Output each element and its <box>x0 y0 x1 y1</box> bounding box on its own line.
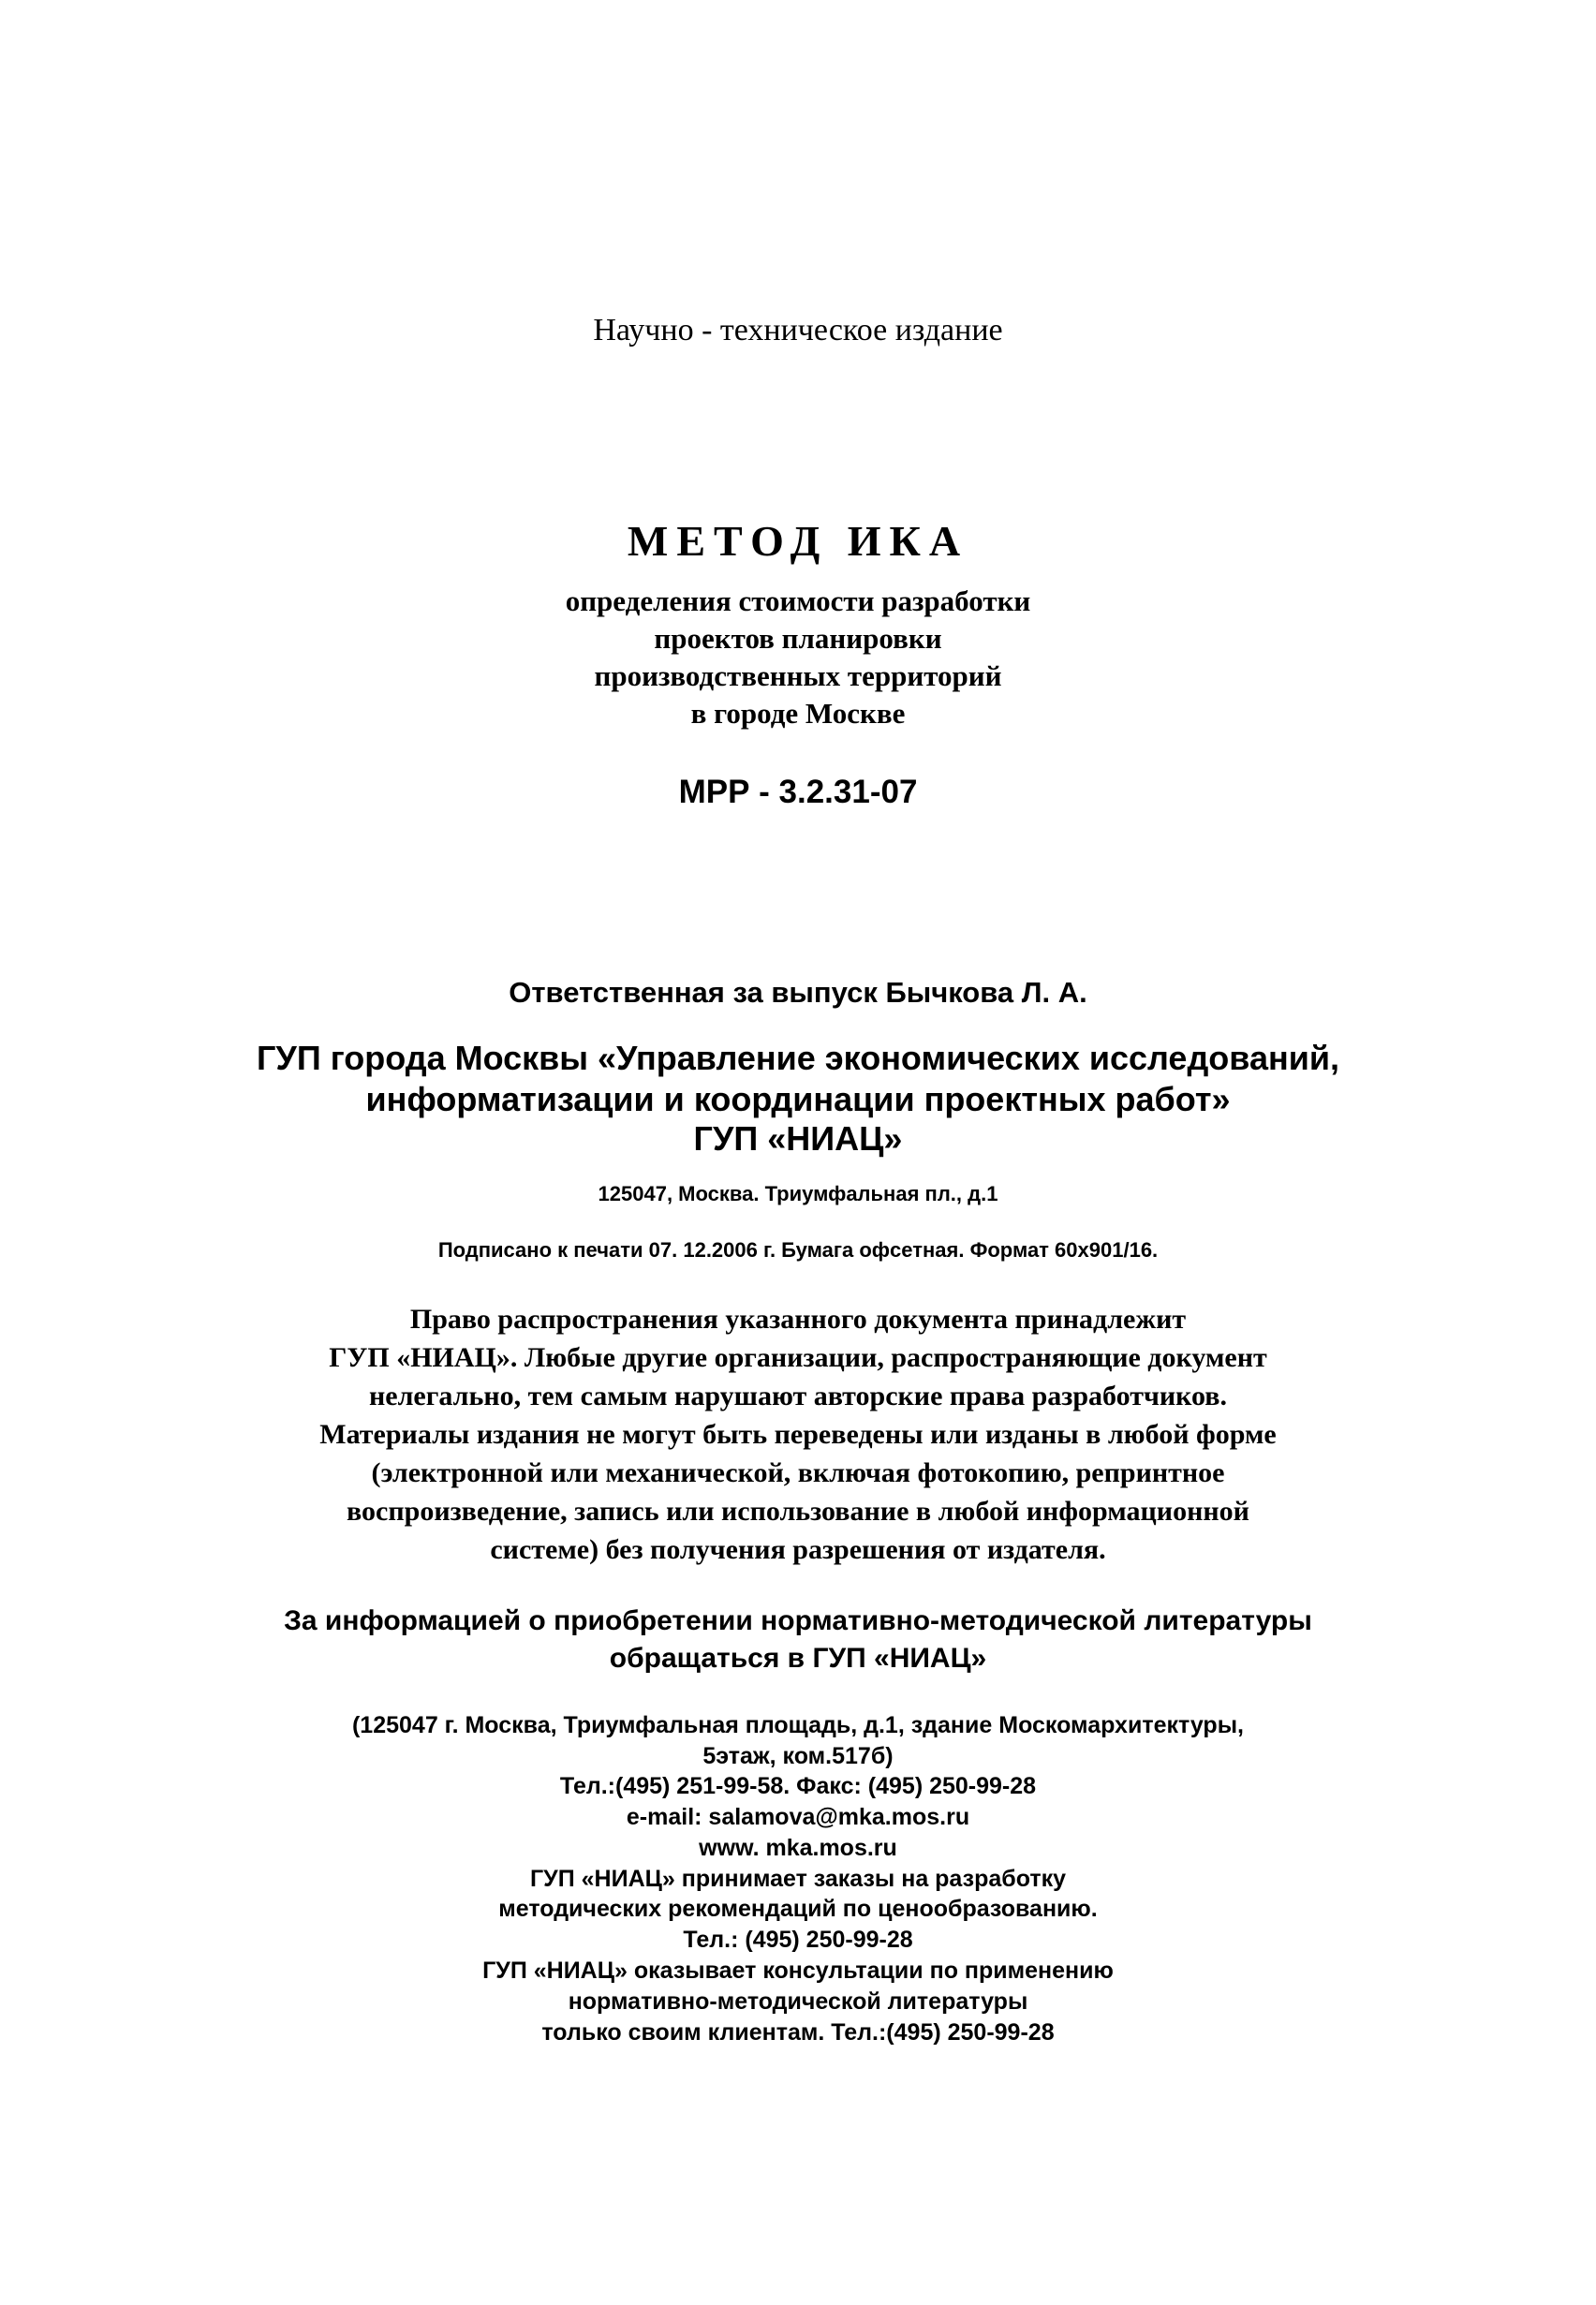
rights-notice-line: (электронной или механической, включая фотокопию, репринтное <box>371 1457 1225 1488</box>
contact-orders-phone: Тел.: (495) 250-99-28 <box>683 1927 913 1953</box>
contact-phone-fax: Тел.:(495) 251-99-58. Факс: (495) 250-99-28 <box>559 1773 1037 1799</box>
rights-notice-line: Материалы издания не могут быть переведены или изданы в любой форме <box>319 1419 1277 1450</box>
organization-name-line: информатизации и координации проектных работ» <box>365 1080 1231 1118</box>
responsible-editor: Ответственная за выпуск Бычкова Л. А. <box>509 976 1087 1009</box>
rights-notice-line: воспроизведение, запись или использование в любой информационной <box>347 1496 1249 1527</box>
contact-orders-line: ГУП «НИАЦ» принимает заказы на разработку <box>530 1866 1066 1892</box>
contact-consulting-line: ГУП «НИАЦ» оказывает консультации по применению <box>482 1958 1114 1984</box>
contact-consulting-line: нормативно-методической литературы <box>568 1988 1028 2015</box>
subtitle-line: производственных территорий <box>594 659 1002 692</box>
document-title: МЕТОД ИКА <box>627 517 969 565</box>
contact-website: www. mka.mos.ru <box>699 1835 897 1861</box>
contact-email: e-mail: salamova@mka.mos.ru <box>626 1804 970 1830</box>
subtitle-line: определения стоимости разработки <box>565 584 1031 617</box>
contact-consulting-phone: только своим клиентам. Тел.:(495) 250-99-28 <box>541 2019 1055 2046</box>
contact-heading-line: обращаться в ГУП «НИАЦ» <box>609 1643 987 1674</box>
contact-address-line: (125047 г. Москва, Триумфальная площадь, д.1, здание Москомархитектуры, <box>351 1712 1244 1738</box>
rights-notice-line: Право распространения указанного документа принадлежит <box>409 1304 1187 1335</box>
rights-notice-line: системе) без получения разрешения от издателя. <box>490 1534 1106 1565</box>
subtitle-line: проектов планировки <box>654 622 942 655</box>
publisher-address: 125047, Москва. Триумфальная пл., д.1 <box>598 1182 998 1205</box>
edition-type: Научно - техническое издание <box>593 313 1003 347</box>
contact-orders-line: методических рекомендаций по ценообразованию. <box>498 1896 1098 1922</box>
rights-notice-line: ГУП «НИАЦ». Любые другие организации, распространяющие документ <box>329 1342 1267 1373</box>
subtitle-line: в городе Москве <box>690 697 906 730</box>
contact-heading-line: За информацией о приобретении нормативно-методической литературы <box>284 1605 1312 1636</box>
print-info: Подписано к печати 07. 12.2006 г. Бумага офсетная. Формат 60х901/16. <box>437 1238 1159 1262</box>
rights-notice-line: нелегально, тем самым нарушают авторские права разработчиков. <box>368 1381 1227 1411</box>
organization-short-name: ГУП «НИАЦ» <box>693 1119 903 1158</box>
organization-name-line: ГУП города Москвы «Управление экономических исследований, <box>257 1039 1339 1077</box>
document-code: МРР - 3.2.31-07 <box>678 774 918 810</box>
contact-address-line: 5этаж, ком.517б) <box>702 1743 894 1769</box>
